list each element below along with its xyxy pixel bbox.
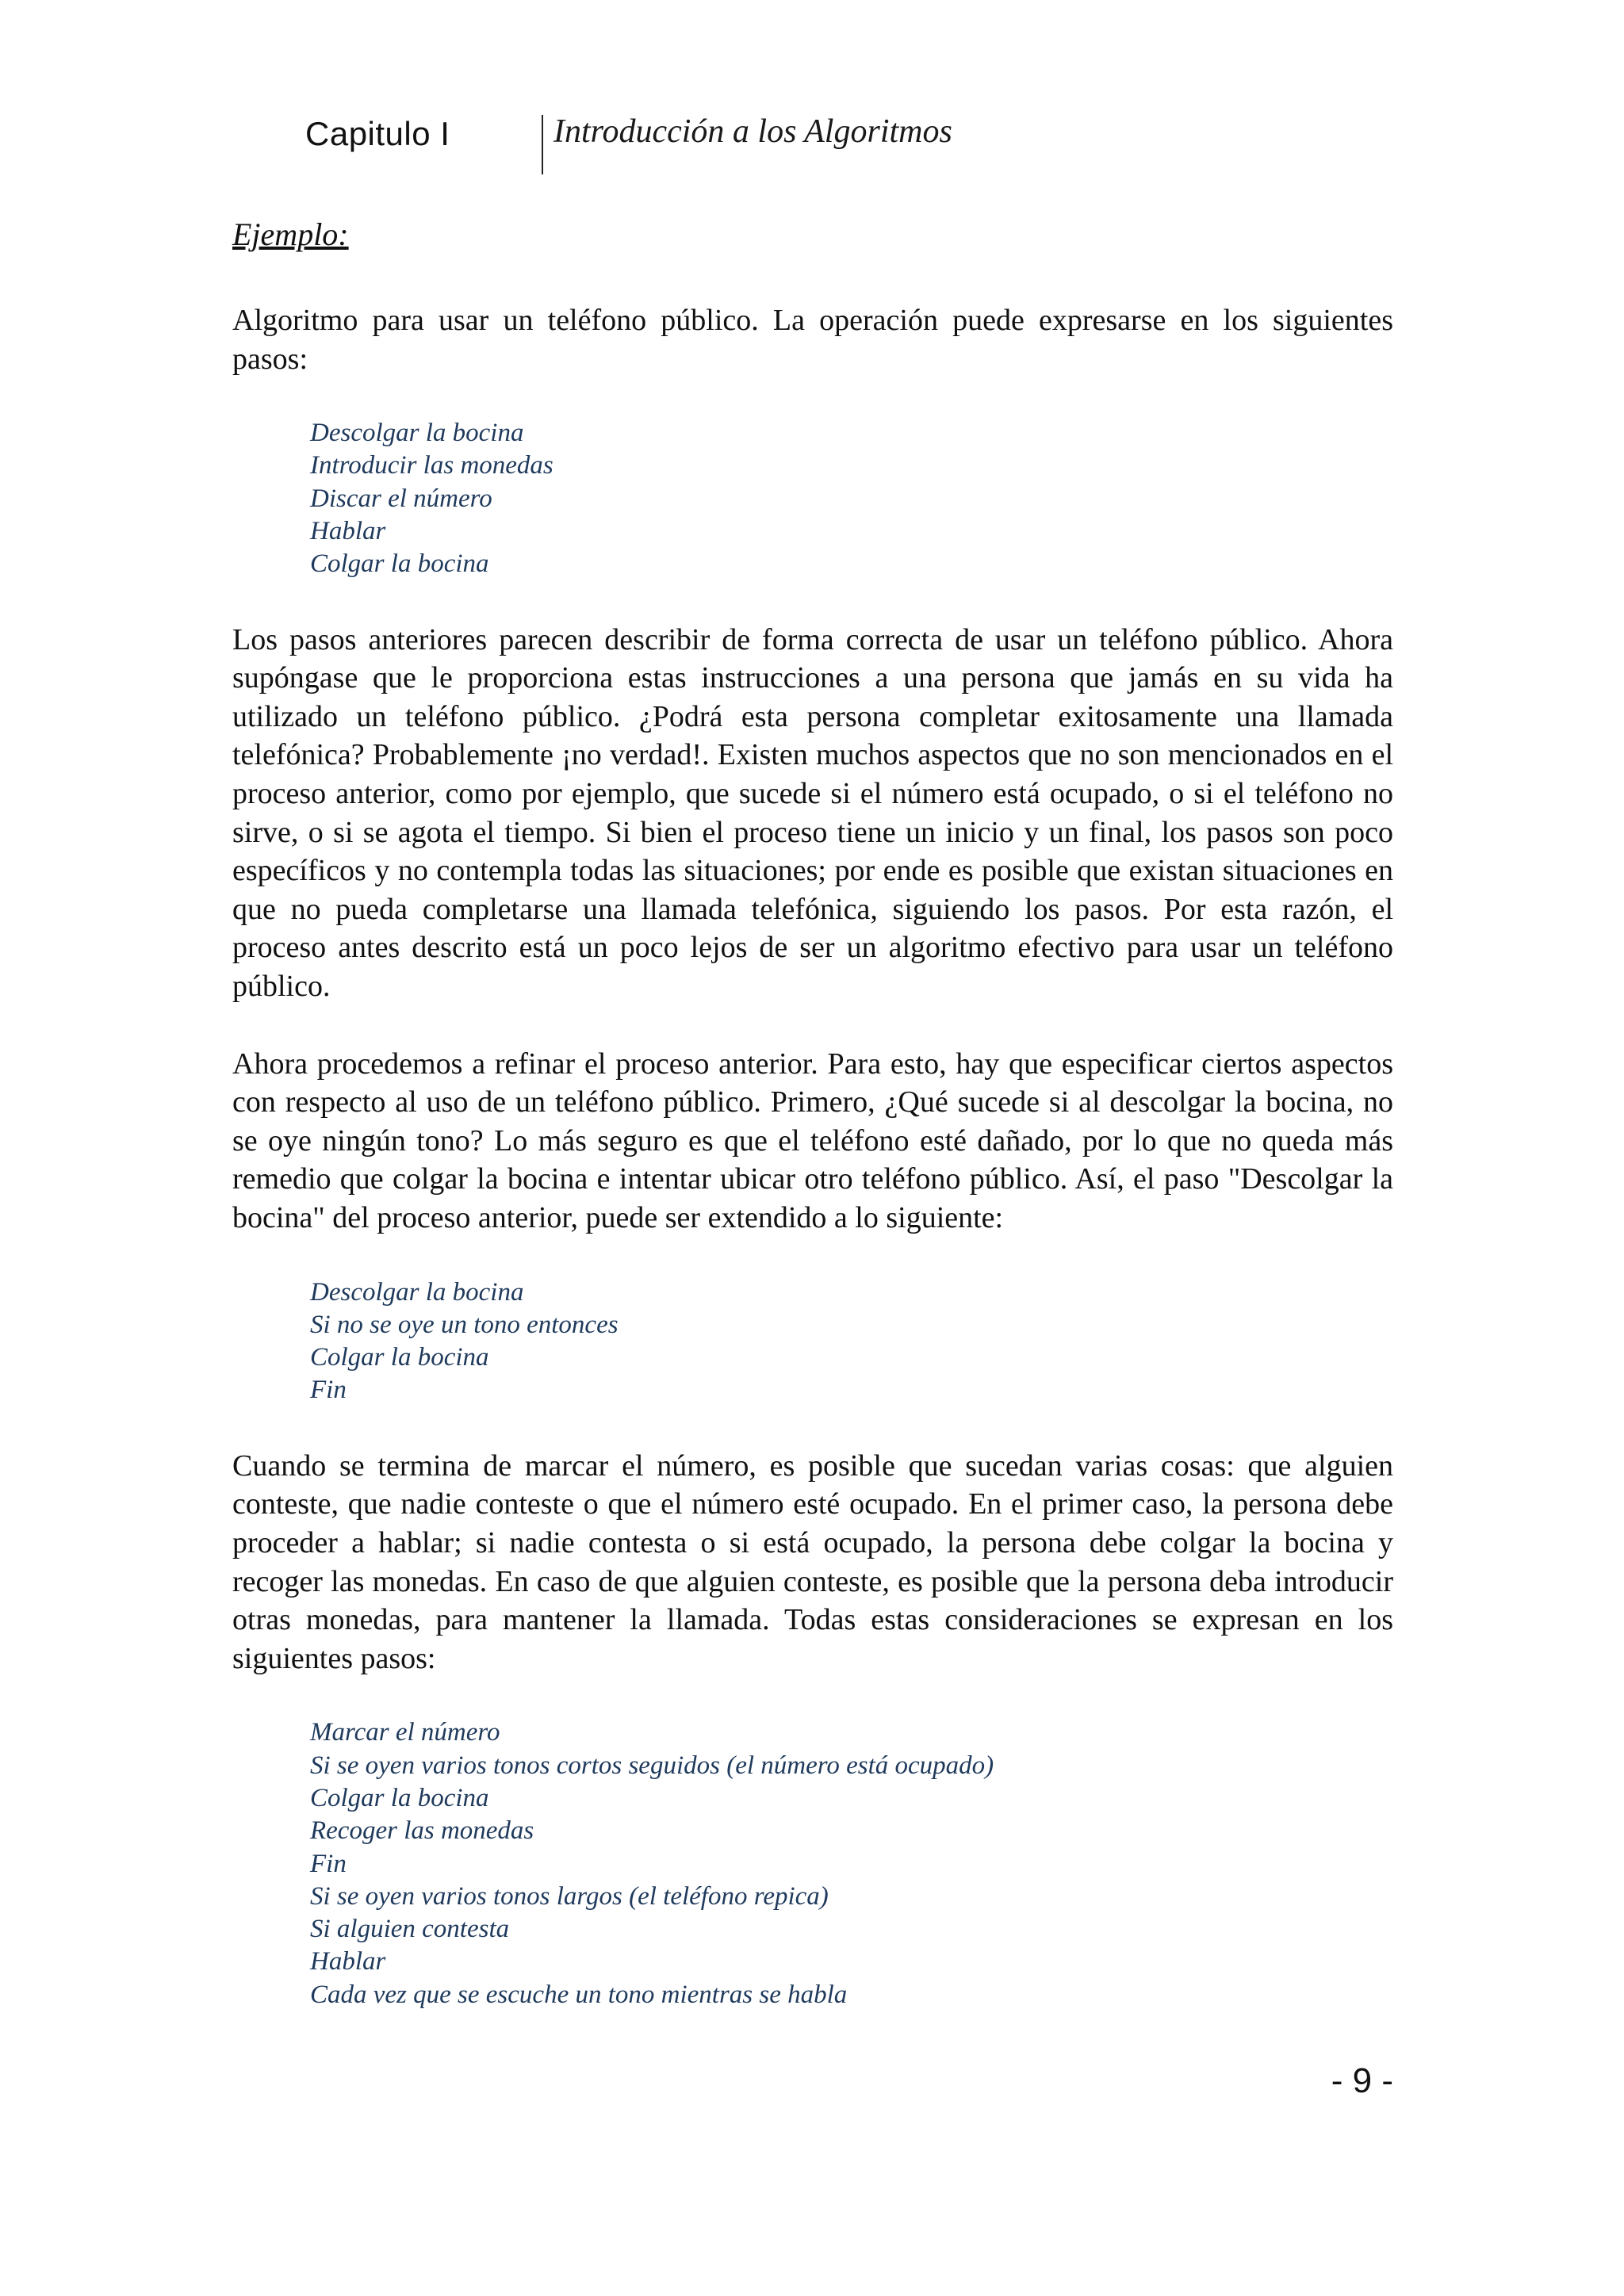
- chapter-title: Introducción a los Algoritmos: [553, 113, 952, 150]
- list-item: Si alguien contesta: [310, 1915, 510, 1944]
- steps-list-1: [232, 417, 1393, 580]
- intro-paragraph: Algoritmo para usar un teléfono público. La operación puede expresarse en los siguientes pasos:: [232, 304, 1393, 376]
- list-item: Descolgar la bocina: [310, 419, 524, 448]
- list-item: Hablar: [310, 1947, 386, 1976]
- paragraph-2: Ahora procedemos a refinar el proceso anterior. Para esto, hay que especificar ciertos aspectos con respecto al uso de un teléfono público. Primero, ¿Qué sucede si al descolgar la bocina, no se oye ningún tono? Lo más seguro es que el teléfono esté dañado, por lo que no queda más remedio que colgar la bocina e intentar ubicar otro teléfono público. Así, el paso "Descolgar la bocina" del proceso anterior, puede ser extendido a lo siguiente:: [232, 1047, 1393, 1234]
- list-item: Hablar: [310, 517, 386, 546]
- list-item: Introducir las monedas: [310, 451, 553, 480]
- page-header: [0, 103, 1624, 182]
- list-item: Si se oyen varios tonos cortos seguidos (el número está ocupado): [310, 1751, 994, 1780]
- page-body: [232, 216, 1393, 2051]
- steps-list-2: [232, 1276, 1393, 1407]
- list-item: Si no se oye un tono entonces: [310, 1310, 619, 1339]
- paragraph-3: Cuando se termina de marcar el número, es posible que sucedan varias cosas: que alguien conteste, que nadie conteste o que el número esté ocupado. En el primer caso, la persona debe proceder a hablar; si nadie contesta o si está ocupado, la persona debe colgar la bocina y recoger las monedas. En caso de que alguien conteste, es posible que la persona deba introducir otras monedas, para mantener la llamada. Todas estas consideraciones se expresan en los siguientes pasos:: [232, 1448, 1393, 1675]
- header-divider: [542, 115, 543, 174]
- list-item: Discar el número: [310, 484, 492, 513]
- list-item: Colgar la bocina: [310, 1343, 489, 1372]
- list-item: Colgar la bocina: [310, 1783, 489, 1812]
- list-item: Recoger las monedas: [310, 1816, 534, 1846]
- list-item: Fin: [310, 1849, 347, 1878]
- list-item: Si se oyen varios tonos largos (el teléfono repica): [310, 1881, 829, 1911]
- list-item: Colgar la bocina: [310, 549, 489, 579]
- list-item: Descolgar la bocina: [310, 1277, 524, 1307]
- paragraph-1: Los pasos anteriores parecen describir de forma correcta de usar un teléfono público. Ahora supóngase que le proporciona estas instrucciones a una persona que jamás en su vida ha utilizado un teléfono público. ¿Podrá esta persona completar exitosamente una llamada telefónica? Probablemente ¡no verdad!. Existen muchos aspectos que no son mencionados en el proceso anterior, como por ejemplo, que sucede si el número está ocupado, o si el teléfono no sirve, o si se agota el tiempo. Si bien el proceso tiene un inicio y un final, los pasos son poco específicos y no contempla todas las situaciones; por ende es posible que existan situaciones en que no pueda completarse una llamada telefónica, siguiendo los pasos. Por esta razón, el proceso antes descrito está un poco lejos de ser un algoritmo efectivo para usar un teléfono público.: [232, 622, 1393, 1004]
- example-heading: Ejemplo:: [232, 216, 349, 252]
- chapter-label: Capitulo I: [305, 115, 450, 152]
- list-item: Marcar el número: [310, 1718, 500, 1747]
- list-item: Fin: [310, 1376, 347, 1405]
- list-item: Cada vez que se escuche un tono mientras se habla: [310, 1980, 848, 2009]
- page-number: - 9 -: [1331, 2061, 1393, 2100]
- steps-list-3: [232, 1716, 1393, 2011]
